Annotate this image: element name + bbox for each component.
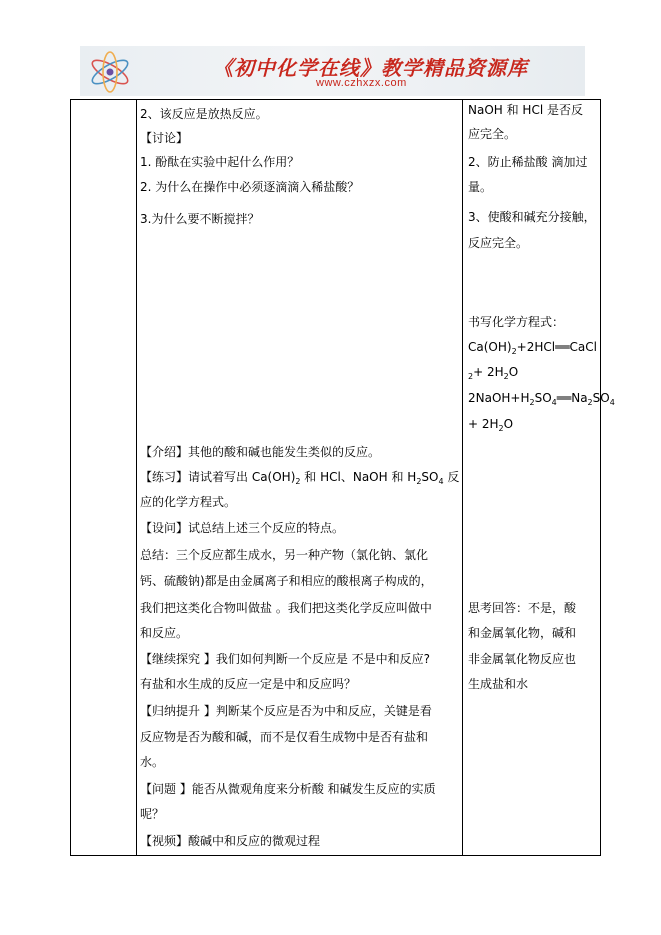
question-line: 2. 为什么在操作中必须逐滴滴入稀盐酸？	[140, 180, 360, 194]
text-line: 【介绍】其他的酸和碱也能发生类似的反应。	[140, 445, 381, 459]
text-line: 【继续探究 】我们如何判断一个反应是 不是中和反应?	[140, 652, 431, 666]
answer-line: 量。	[468, 180, 493, 194]
answer-line: 反应完全。	[468, 236, 529, 250]
header-title: 《初中化学在线》教学精品资源库	[213, 56, 528, 80]
text-line: 【设问】试总结上述三个反应的特点。	[140, 521, 345, 535]
text-line: 有盐和水生成的反应一定是中和反应吗？	[140, 677, 357, 691]
text-line: 我们把这类化合物叫做盐 。我们把这类化学反应叫做中	[140, 601, 432, 615]
answer-line: 思考回答：不是，酸	[468, 601, 577, 615]
text-line: 反应物是否为酸和碱，而不是仅看生成物中是否有盐和	[140, 730, 429, 744]
exercise-line: 【练习】请试着写出 $Ca(OH)_2$ 和 HCl、NaOH 和 $H_2SO_4$ 反	[140, 470, 460, 486]
text-line: 【问题 】能否从微观角度来分析酸 和碱发生反应的实质	[140, 782, 436, 796]
equation-line: $_2+ 2H_2O$	[468, 365, 519, 381]
text-line: 和反应。	[140, 626, 189, 640]
answer-line: 2、防止稀盐酸 滴加过	[468, 155, 588, 169]
text-line: 应的化学方程式。	[140, 495, 237, 509]
discussion-heading: 【讨论】	[140, 131, 189, 145]
question-line: 1. 酚酞在实验中起什么作用？	[140, 155, 300, 169]
text-line: 水。	[140, 755, 165, 769]
answer-line: 生成盐和水	[468, 677, 529, 691]
text-line: 钙、硫酸钠)都是由金属离子和相应的酸根离子构成的，	[140, 574, 433, 588]
equation-line: + $2H_2O$	[468, 417, 514, 433]
equation-line: $Ca(OH)_2+2HCl══CaCl$	[468, 340, 597, 356]
header-url: www.czhxzx.com	[316, 77, 407, 89]
text-line: 2、该反应是放热反应。	[140, 107, 268, 121]
answer-line: NaOH 和 HCl 是否反	[468, 103, 583, 117]
answer-line: 和金属氧化物，碱和	[468, 626, 577, 640]
atom-logo-icon	[86, 50, 134, 94]
text-line: 呢？	[140, 807, 165, 821]
text-line: 【归纳提升 】判断某个反应是否为中和反应，关键是看	[140, 704, 432, 718]
text-line: 总结：三个反应都生成水，另一种产物（氯化钠、氯化	[140, 548, 429, 562]
equation-line: $2NaOH+H_2SO_4══Na_2SO_4$	[468, 391, 615, 407]
answer-line: 书写化学方程式：	[468, 315, 565, 329]
answer-line: 应完全。	[468, 127, 517, 141]
answer-line: 3、使酸和碱充分接触，	[468, 210, 596, 224]
text-line: 【视频】酸碱中和反应的微观过程	[140, 834, 321, 848]
answer-line: 非金属氧化物反应也	[468, 652, 577, 666]
question-line: 3.为什么要不断搅拌？	[140, 212, 260, 226]
